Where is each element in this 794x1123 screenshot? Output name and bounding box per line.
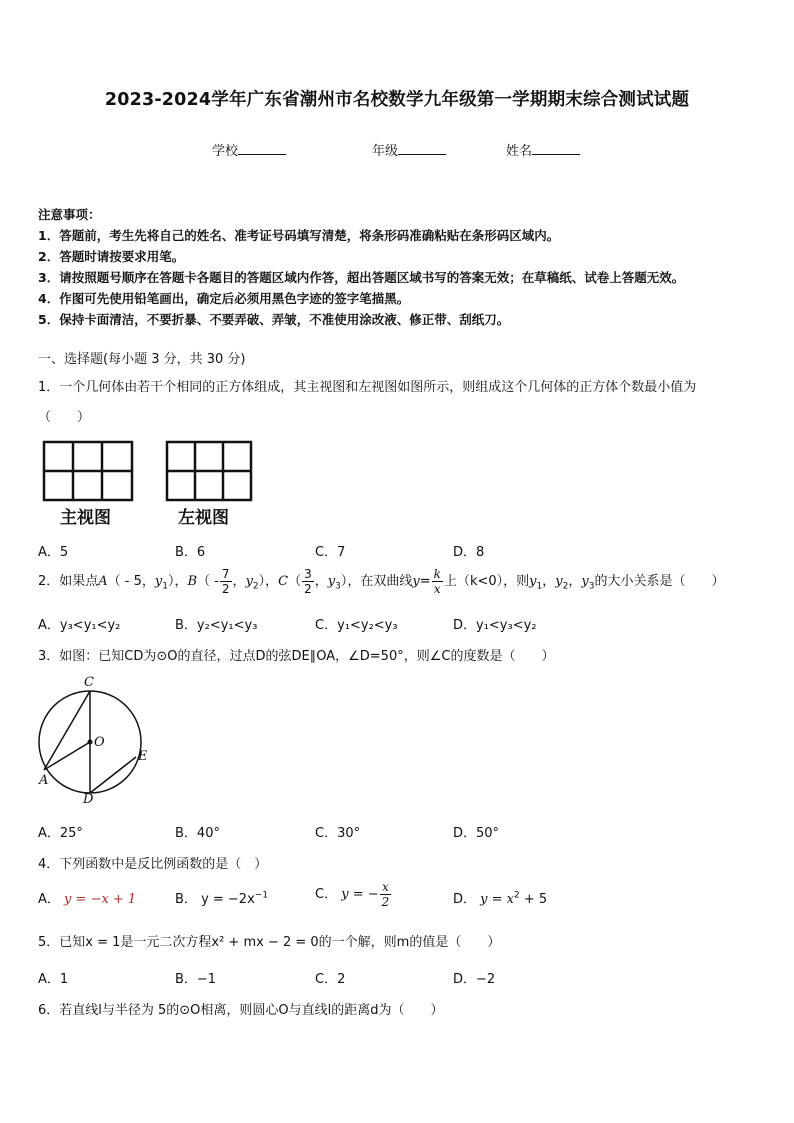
question-5-option-c: C．2 (315, 972, 346, 987)
label-o: O (94, 735, 105, 750)
school-label: 学校 (212, 144, 239, 159)
page-title: 2023-2024学年广东省潮州市名校数学九年级第一学期期末综合测试试题 (104, 90, 690, 110)
grade-field (372, 140, 446, 159)
question-1-option-d: D．8 (453, 545, 485, 560)
note-item: 1．答题前，考生先将自己的姓名、准考证号码填写清楚，将条形码准确粘贴在条形码区域内。 (38, 228, 560, 243)
note-item: 3．请按照题号顺序在答题卡各题目的答题区域内作答，超出答题区域书写的答案无效；在草稿纸、试卷上答题无效。 (38, 270, 685, 285)
fraction-k-x: $\frac{k}{x}$ (433, 567, 441, 596)
name-label: 姓名 (506, 144, 533, 159)
left-view-label: 左视图 (178, 508, 229, 528)
fraction-7-2: $\frac{7}{2}$ (221, 567, 230, 596)
question-2-text: 2．如果点A（ - 5，$y_1$），B（ - $\frac{7}{2}$ ，$y_2$），C（ $\frac{3}{2}$ ，$y_3$），在双曲线y= $\frac{k}{x}$ 上（k<0），则$y_1$，$y_2$，$y_3$的大小关系是（ ） (38, 567, 725, 596)
question-6-text: 6．若直线l与半径为 5的⊙O相离，则圆心O与直线l的距离d为（ ） (38, 1003, 444, 1018)
left-view-grid (167, 442, 251, 500)
grade-label: 年级 (372, 144, 399, 159)
label-d: D (83, 792, 94, 807)
question-2-option-a: A．y₃<y₁<y₂ (38, 618, 121, 633)
question-4-option-d: D． $y = x^2 + 5$ (453, 890, 548, 907)
name-field (506, 140, 580, 159)
fraction-x-2: $\frac{x}{2}$ (381, 880, 390, 909)
section-heading: 一、选择题(每小题 3 分，共 30 分) (38, 352, 246, 367)
question-2-option-c: C．y₁<y₂<y₃ (315, 618, 398, 633)
question-4-text: 4．下列函数中是反比例函数的是（ ） (38, 857, 268, 872)
question-5-option-d: D．−2 (453, 972, 496, 987)
question-1-option-c: C．7 (315, 545, 346, 560)
question-3-option-c: C．30° (315, 826, 361, 841)
question-5-option-a: A．1 (38, 972, 69, 987)
school-blank (238, 142, 286, 155)
label-e: E (138, 749, 148, 764)
name-blank (532, 142, 580, 155)
label-a: A (39, 773, 49, 788)
question-1-text: 1．一个几何体由若干个相同的正方体组成，其主视图和左视图如图所示，则组成这个几何体的正方体个数最小值为 (38, 380, 697, 395)
question-4-option-c: C． y = − $\frac{x}{2}$ (315, 880, 390, 909)
front-view-label: 主视图 (60, 508, 111, 528)
question-2-option-b: B．y₂<y₁<y₃ (175, 618, 258, 633)
question-4-option-b: B． $y = -2x^{-1}$ (175, 890, 269, 907)
grade-blank (398, 142, 446, 155)
label-c: C (84, 675, 94, 690)
note-item: 2．答题时请按要求用笔。 (38, 249, 185, 264)
note-item: 4．作图可先使用铅笔画出，确定后必须用黑色字迹的签字笔描黑。 (38, 291, 410, 306)
question-3-option-b: B．40° (175, 826, 220, 841)
chord-ca (44, 691, 90, 770)
question-5-option-b: B．−1 (175, 972, 217, 987)
question-2-option-d: D．y₁<y₃<y₂ (453, 618, 537, 633)
question-3-text: 3．如图：已知CD为⊙O的直径，过点D的弦DE∥OA，∠D=50°，则∠C的度数是（ ） (38, 649, 555, 664)
question-4-option-a: A． y = −x + 1 (38, 892, 137, 907)
question-3-option-d: D．50° (453, 826, 500, 841)
fraction-3-2: $\frac{3}{2}$ (304, 567, 312, 596)
question-5-text: 5．已知x = 1是一元二次方程x² + mx − 2 = 0的一个解，则m的值是（ ） (38, 935, 501, 950)
note-item: 5．保持卡面清洁，不要折暴、不要弄破、弄皱，不准使用涂改液、修正带、刮纸刀。 (38, 312, 510, 327)
center-point (88, 740, 93, 745)
front-view-grid (44, 442, 132, 500)
school-field (212, 140, 286, 159)
question-1-paren: （ ） (38, 410, 91, 425)
notes-heading: 注意事项： (38, 207, 101, 222)
question-1-option-a: A．5 (38, 545, 69, 560)
segment-oa (44, 742, 90, 770)
question-3-option-a: A．25° (38, 826, 83, 841)
question-1-option-b: B．6 (175, 545, 206, 560)
